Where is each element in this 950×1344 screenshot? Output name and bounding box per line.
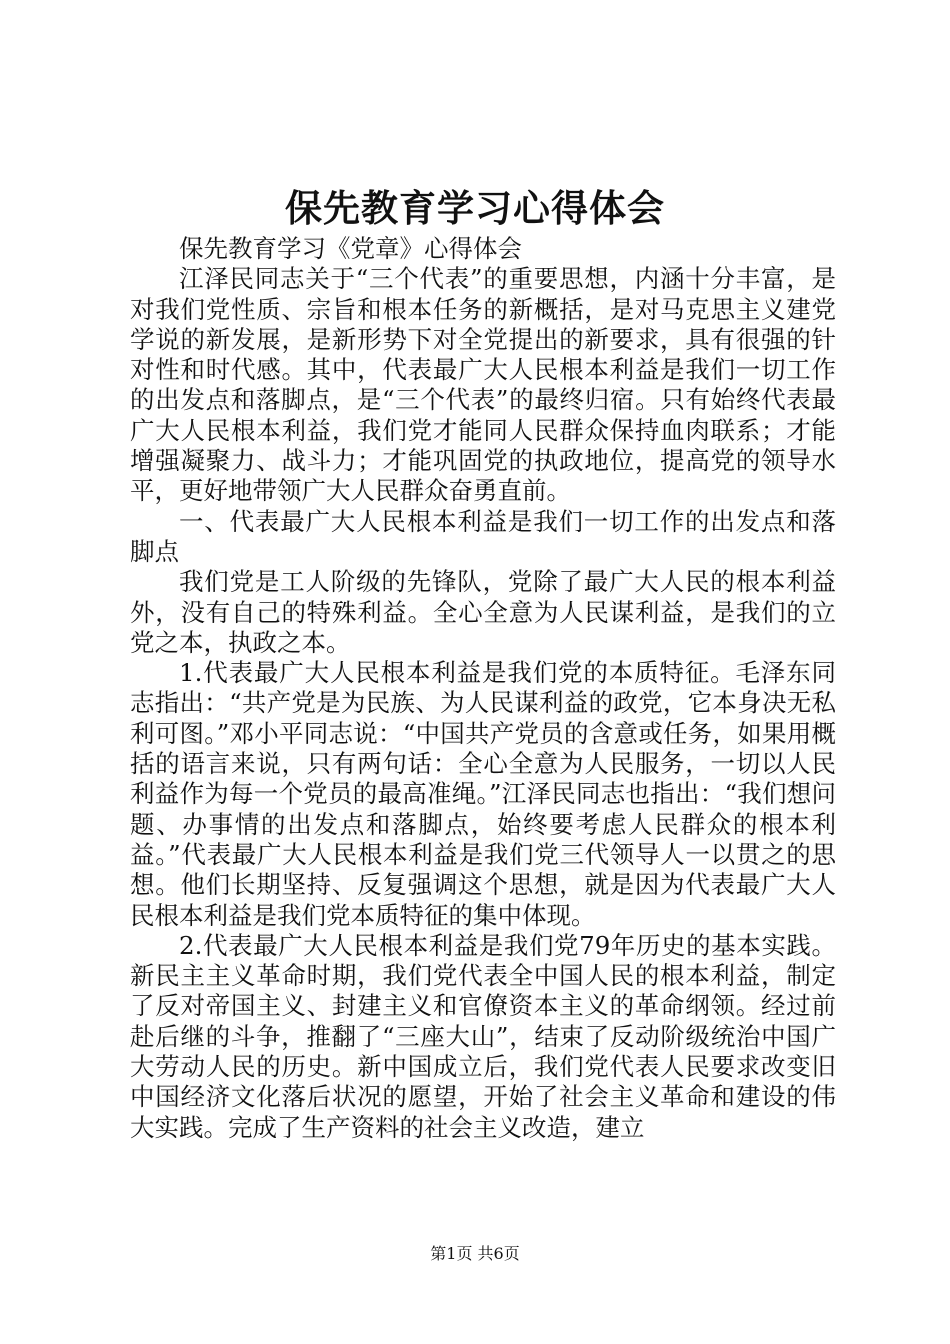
- document-title: 保先教育学习心得体会: [285, 186, 665, 230]
- body-paragraph: 2.代表最广大人民根本利益是我们党79年历史的基本实践。新民主主义革命时期，我们党代表全中国人民的根本利益，制定了反对帝国主义、封建主义和官僚资本主义的革命纲领。经过前赴后继的斗争，推翻了“三座大山”，结束了反动阶级统治中国广大劳动人民的历史。新中国成立后，我们党代表人民要求改变旧中国经济文化落后状况的愿望，开始了社会主义革命和建设的伟大实践。完成了生产资料的社会主义改造，建立: [130, 930, 836, 1142]
- subtitle-paragraph: 保先教育学习《党章》心得体会: [179, 234, 522, 263]
- document-body: [130, 234, 836, 1143]
- body-paragraph: 江泽民同志关于“三个代表”的重要思想，内涵十分丰富，是对我们党性质、宗旨和根本任务的新概括，是对马克思主义建党学说的新发展，是新形势下对全党提出的新要求，具有很强的针对性和时代感。其中，代表最广大人民根本利益是我们一切工作的出发点和落脚点，是“三个代表”的最终归宿。只有始终代表最广大人民根本利益，我们党才能同人民群众保持血肉联系；才能增强凝聚力、战斗力；才能巩固党的执政地位，提高党的领导水平，更好地带领广大人民群众奋勇直前。: [130, 264, 836, 506]
- section-heading: 一、代表最广大人民根本利益是我们一切工作的出发点和落脚点: [130, 506, 836, 566]
- page-footer: 第1页 共6页: [430, 1244, 520, 1263]
- body-paragraph: 1.代表最广大人民根本利益是我们党的本质特征。毛泽东同志指出：“共产党是为民族、为人民谋利益的政党，它本身决无私利可图。”邓小平同志说：“中国共产党员的含意或任务，如果用概括的语言来说，只有两句话：全心全意为人民服务，一切以人民利益作为每一个党员的最高准绳。”江泽民同志也指出：“我们想问题、办事情的出发点和落脚点，始终要考虑人民群众的根本利益。”代表最广大人民根本利益是我们党三代领导人一以贯之的思想。他们长期坚持、反复强调这个思想，就是因为代表最广大人民根本利益是我们党本质特征的集中体现。: [130, 658, 836, 930]
- body-paragraph: 我们党是工人阶级的先锋队，党除了最广大人民的根本利益外，没有自己的特殊利益。全心全意为人民谋利益，是我们的立党之本，执政之本。: [130, 567, 836, 657]
